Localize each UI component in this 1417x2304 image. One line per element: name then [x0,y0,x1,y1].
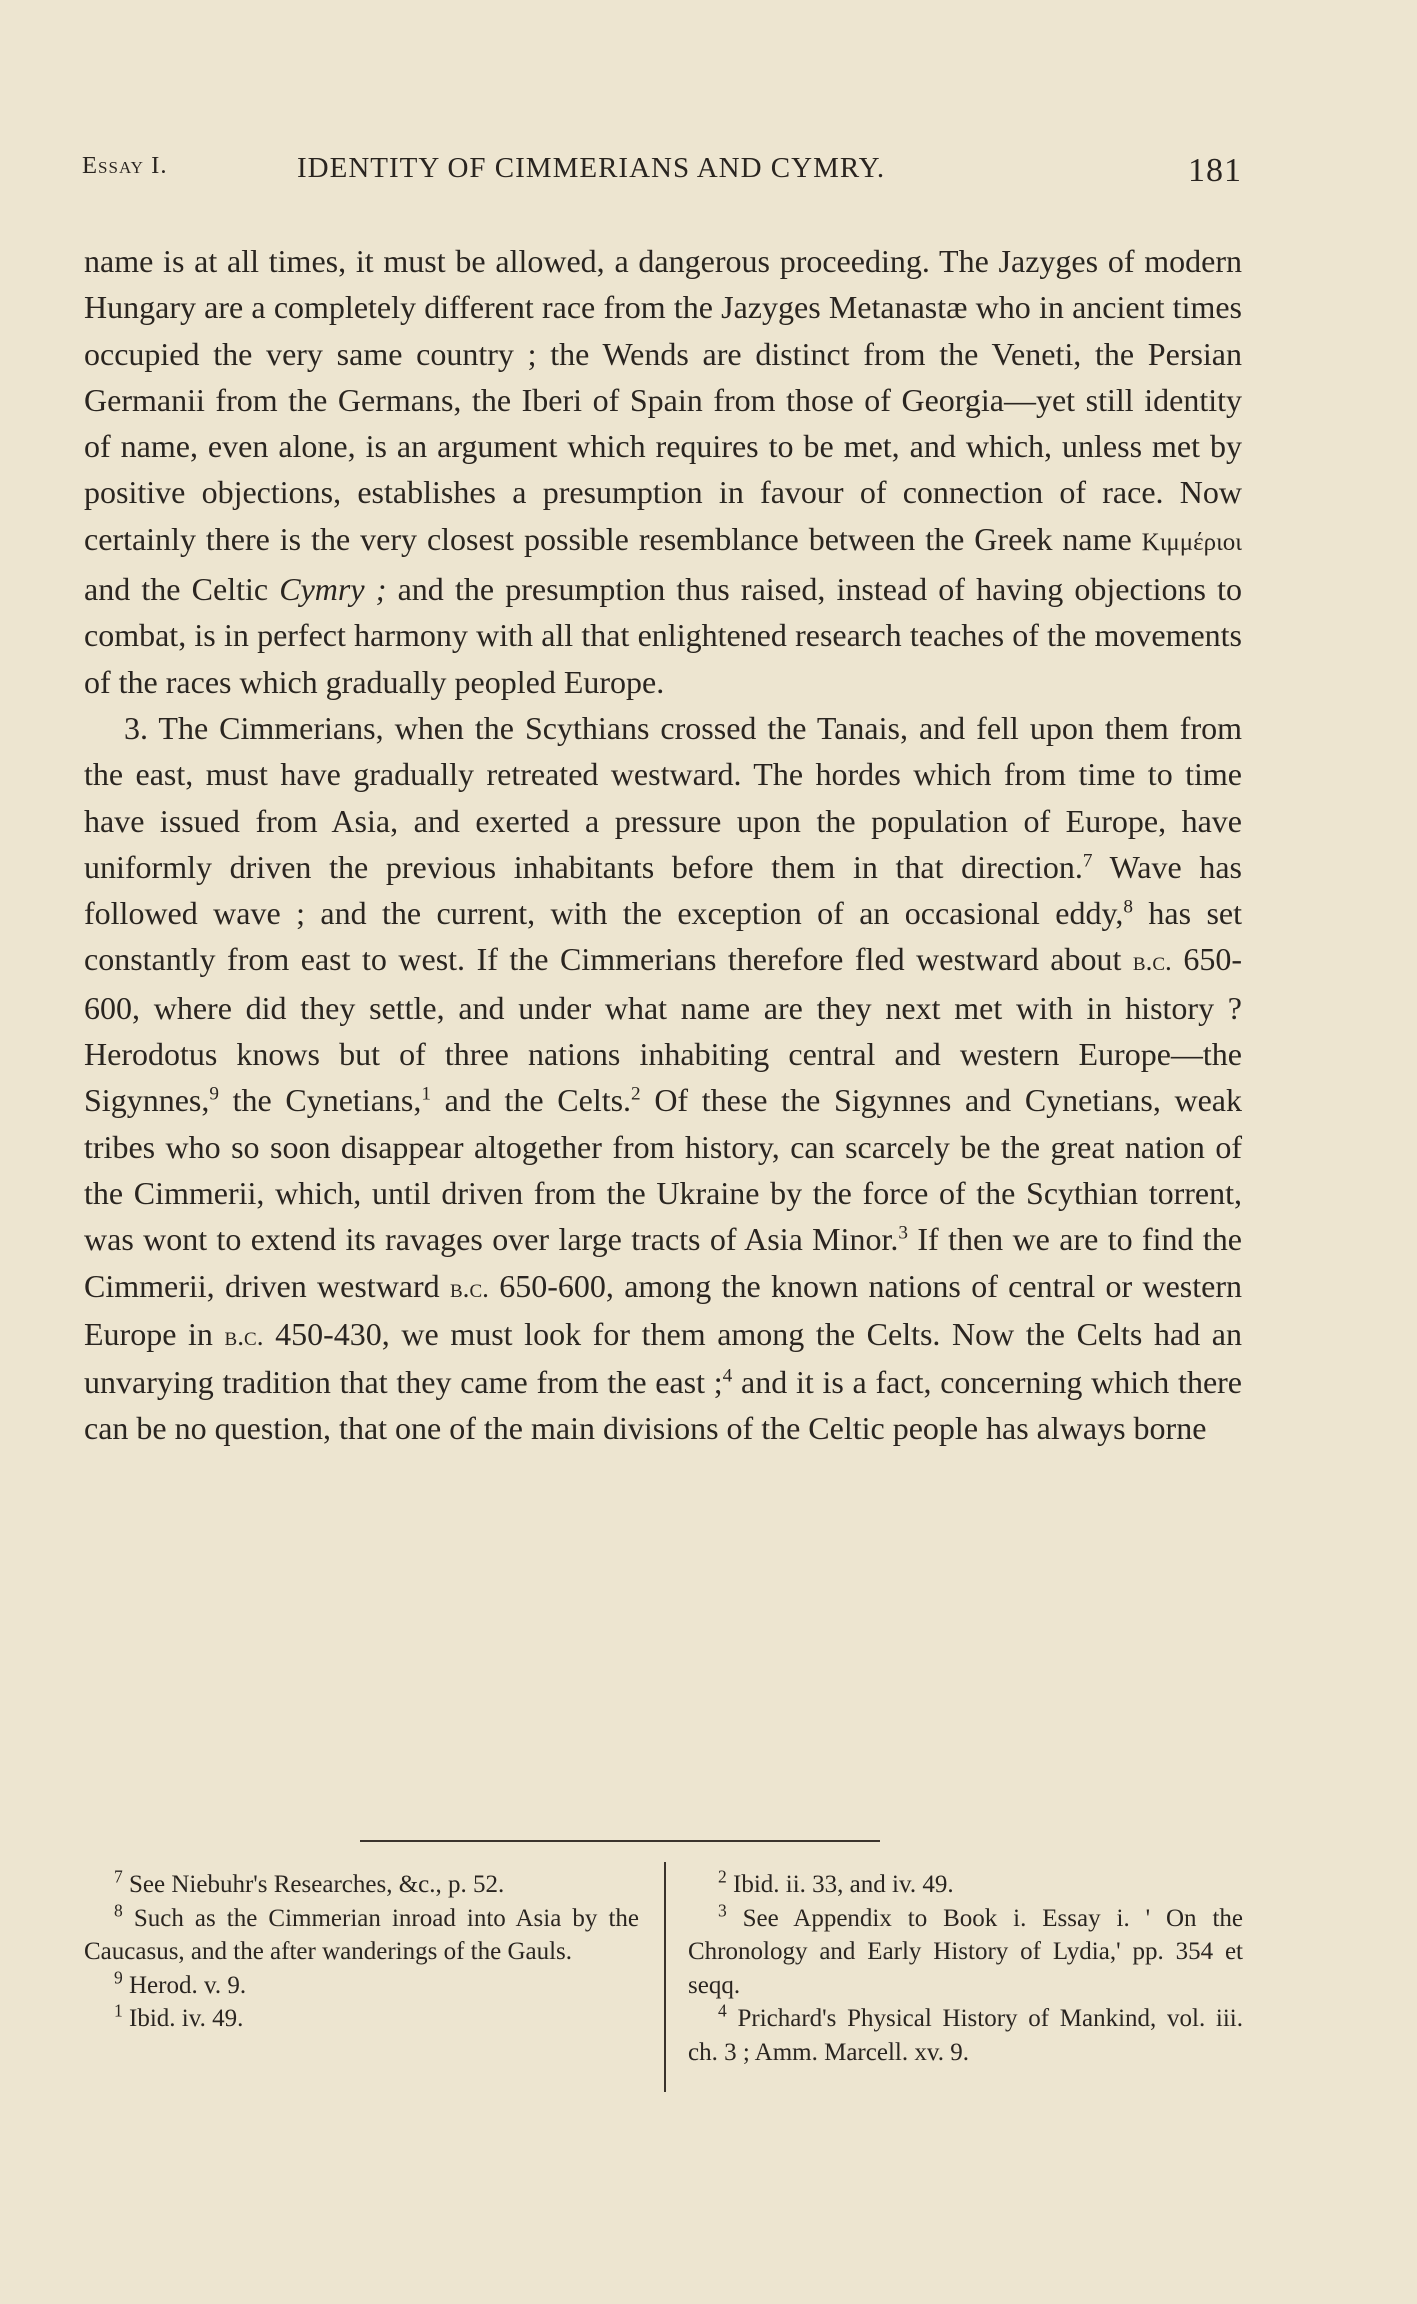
paragraph-1-text-b: and the Celtic [84,571,280,608]
footnote-ref-2: 2 [631,1083,641,1105]
paragraph-2-text-k: and it is a fact, concerning which there can be no question, that one of the main divisions of the Celtic people has always borne [84,1364,1243,1447]
main-text [84,238,1242,1452]
footnote-number: 8 [114,1900,123,1921]
footnote-ref-1: 1 [421,1083,431,1105]
footnote-ref-7: 7 [1082,850,1093,872]
bc-abbrev-2: b.c. [449,1272,489,1303]
header-title: IDENTITY OF CIMMERIANS AND CYMRY. [297,152,886,184]
paragraph-1 [84,238,1242,705]
footnote-text: Ibid. ii. 33, and iv. 49. [726,1871,954,1898]
footnote-number: 4 [718,2000,727,2021]
footnote-number: 3 [718,1900,727,1921]
bc-abbrev-1: b.c. [1132,946,1172,977]
footnote-1 [84,2002,639,2036]
footnotes-left-column [84,1868,639,2036]
paragraph-2 [84,705,1242,1452]
footnote-text: See Niebuhr's Researches, &c., p. 52. [122,1871,505,1898]
footnote-3 [688,1902,1243,2003]
paragraph-2-text-d: 650-600, where did they settle, and under what name are they next met with in history ? Herodotus knows but of three nations inhabiting central and western Europe—the Sigynnes, [84,941,1243,1119]
paragraph-1-text-c: and the presumption thus raised, instead of having objections to combat, is in perfect harmony with all that enlightened research teaches of the movements of the races which gradually peopled Europe. [84,571,1243,700]
footnote-number: 9 [114,1967,123,1988]
footnote-2 [688,1868,1243,1902]
running-header [82,152,1242,196]
footnote-4 [688,2002,1243,2069]
footnote-ref-3: 3 [898,1222,909,1244]
footnote-ref-8: 8 [1123,896,1133,918]
footnote-text: See Appendix to Book i. Essay i. ' On the Chronology and Early History of Lydia,' pp. 354 et seqq. [688,1904,1243,1999]
paragraph-2-text-h: If then we are to find the Cimmerii, driven westward [84,1221,1243,1304]
footnote-text: Ibid. iv. 49. [122,2005,244,2032]
footnote-7 [84,1868,639,1902]
header-essay-label: Essay I. [82,152,168,179]
footnote-number: 1 [114,2000,123,2021]
footnote-text: Prichard's Physical History of Mankind, vol. iii. ch. 3 ; Amm. Marcell. xv. 9. [688,2005,1243,2066]
footnote-8 [84,1902,639,1969]
footnote-text: Such as the Cimmerian inroad into Asia by the Caucasus, and the after wanderings of the Gauls. [84,1904,639,1965]
cymry-word: Cymry ; [279,571,387,608]
page-number: 181 [1188,152,1242,189]
bc-abbrev-3: b.c. [224,1320,264,1351]
paragraph-2-text-a: 3. The Cimmerians, when the Scythians crossed the Tanais, and fell upon them from the east, must have gradually retreated westward. The hordes which from time to time have issued from Asia, and exerted a pressure upon the population of Europe, have uniformly driven the previous inhabitants before them in that direction. [84,709,1242,885]
paragraph-2-text-b: Wave has followed wave ; and the current, with the exception of an occasional eddy, [84,848,1243,932]
paragraph-2-text-f: and the Celts. [430,1082,632,1119]
paragraph-2-text-i: 650-600, among the known nations of central or western Europe in [84,1267,1242,1352]
footnote-number: 7 [114,1866,123,1887]
footnotes-right-column [688,1868,1243,2069]
paragraph-1-text-a: name is at all times, it must be allowed, a dangerous proceeding. The Jazyges of modern Hungary are a completely different race from the Jazyges Metanastæ who in ancient times occupied the very same country ; the Wends are distinct from the Veneti, the Persian Germanii from the Germans, the Iberi of Spain from those of Georgia—yet still identity of name, even alone, is an argument which requires to be met, and which, unless met by positive objections, establishes a presumption in favour of connection of race. Now certainly there is the very closest possible resemblance between the Greek name [84,243,1242,557]
paragraph-2-text-j: 450-430, we must look for them among the Celts. Now the Celts had an unvarying tradition that they came from the east ; [84,1315,1243,1401]
paragraph-2-text-e: the Cynetians, [218,1082,422,1119]
footnote-text: Herod. v. 9. [122,1971,247,1999]
footnote-ref-4: 4 [722,1365,733,1387]
paragraph-2-text-c: has set constantly from east to west. If the Cimmerians therefore fled westward about [84,895,1243,978]
footnote-ref-9: 9 [209,1083,219,1105]
paragraph-2-text-g: Of these the Sigynnes and Cynetians, weak tribes who so soon disappear altogether from history, can scarcely be the great nation of the Cimmerii, which, until driven from the Ukraine by the force of the Scythian torrent, was wont to extend its ravages over large tracts of Asia Minor. [84,1082,1242,1258]
footnote-9 [84,1969,639,2003]
footnote-number: 2 [718,1866,727,1887]
footnote-separator-rule [360,1840,880,1842]
footnote-column-divider [664,1862,666,2092]
greek-word: Κιμμέριοι [1141,528,1242,556]
